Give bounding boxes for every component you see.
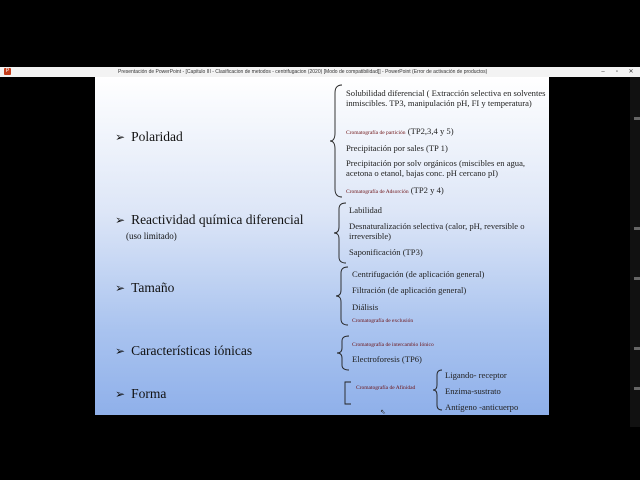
brace-reactividad xyxy=(336,203,348,263)
window-titlebar xyxy=(0,67,640,77)
restore-button[interactable]: ▫ xyxy=(615,69,619,75)
heading-forma xyxy=(115,386,166,402)
item-ligando-receptor: Ligando- receptor xyxy=(445,370,507,380)
item-antigeno-anticuerpo: Antígeno -anticuerpo xyxy=(445,402,519,412)
heading-subtitle: (uso limitado) xyxy=(126,231,177,241)
item-cromatografia-particion xyxy=(346,126,454,138)
arrow-bullet-icon: ➢ xyxy=(115,213,126,227)
item-precipitacion-solventes: Precipitación por solv orgánicos (miscibles en agua, acetona o etanol, bajas conc. pH cercano pI) xyxy=(346,158,526,178)
item-electroforesis: Electroforesis (TP6) xyxy=(352,354,422,364)
heading-label: Polaridad xyxy=(131,129,183,144)
item-cromatografia-adsorcion xyxy=(346,185,444,197)
heading-label: Reactividad química diferencial xyxy=(131,212,304,227)
arrow-bullet-icon: ➢ xyxy=(115,130,126,144)
brace-polaridad xyxy=(332,85,344,197)
scrollbar[interactable] xyxy=(630,77,640,427)
powerpoint-icon: P xyxy=(5,68,10,74)
item-cromatografia-intercambio: Cromatografía de intercambio Iónico xyxy=(352,342,434,348)
tp-label: (TP2,3,4 y 5) xyxy=(407,126,454,136)
heading-polaridad xyxy=(115,129,183,145)
item-saponificacion: Saponificación (TP3) xyxy=(349,247,423,257)
heading-label: Forma xyxy=(131,386,167,401)
arrow-bullet-icon: ➢ xyxy=(115,281,126,295)
heading-reactividad xyxy=(115,212,303,228)
tp-label: (TP2 y 4) xyxy=(410,185,444,195)
item-solubilidad: Solubilidad diferencial ( Extracción selectiva en solventes inmiscibles. TP3, manipulación pH, FI y temperatura) xyxy=(346,88,546,108)
item-cromatografia-afinidad: Cromatografía de Afinidad xyxy=(356,385,416,391)
brace-tamano xyxy=(338,267,350,325)
item-cromatografia-exclusion: Cromatografía de exclusión xyxy=(352,318,414,324)
mouse-cursor-icon: ⇖ xyxy=(380,408,386,416)
item-enzima-sustrato: Enzima-sustrato xyxy=(445,386,501,396)
brace-forma xyxy=(341,382,353,404)
heading-ionicas xyxy=(115,343,252,359)
heading-label: Características iónicas xyxy=(131,343,253,358)
brace-afinidad xyxy=(432,370,444,410)
arrow-bullet-icon: ➢ xyxy=(115,387,126,401)
heading-tamano xyxy=(115,280,174,296)
brace-ionicas xyxy=(339,336,351,370)
item-dialisis: Diálisis xyxy=(352,302,379,312)
item-labilidad: Labilidad xyxy=(349,205,382,215)
close-button[interactable]: ✕ xyxy=(628,69,634,75)
item-precipitacion-sales: Precipitación por sales (TP 1) xyxy=(346,143,448,153)
arrow-bullet-icon: ➢ xyxy=(115,344,126,358)
red-label: Cromatografía de Adsorción xyxy=(346,189,409,195)
slide-canvas xyxy=(95,77,549,415)
item-desnaturalizacion: Desnaturalización selectiva (calor, pH, reversible o irreversible) xyxy=(349,221,525,241)
red-label: Cromatografía de partición xyxy=(346,130,406,136)
item-centrifugacion: Centrifugación (de aplicación general) xyxy=(352,269,485,279)
heading-label: Tamaño xyxy=(131,280,175,295)
item-filtracion: Filtración (de aplicación general) xyxy=(352,285,467,295)
minimize-button[interactable]: – xyxy=(601,69,605,75)
window-title: Presentación de PowerPoint - [Capitulo III - Clasificacion de metodos - centrifugacion (2020) [Modo de compatibilidad]] - PowerPoint (Error de activación de productos) xyxy=(118,69,488,75)
